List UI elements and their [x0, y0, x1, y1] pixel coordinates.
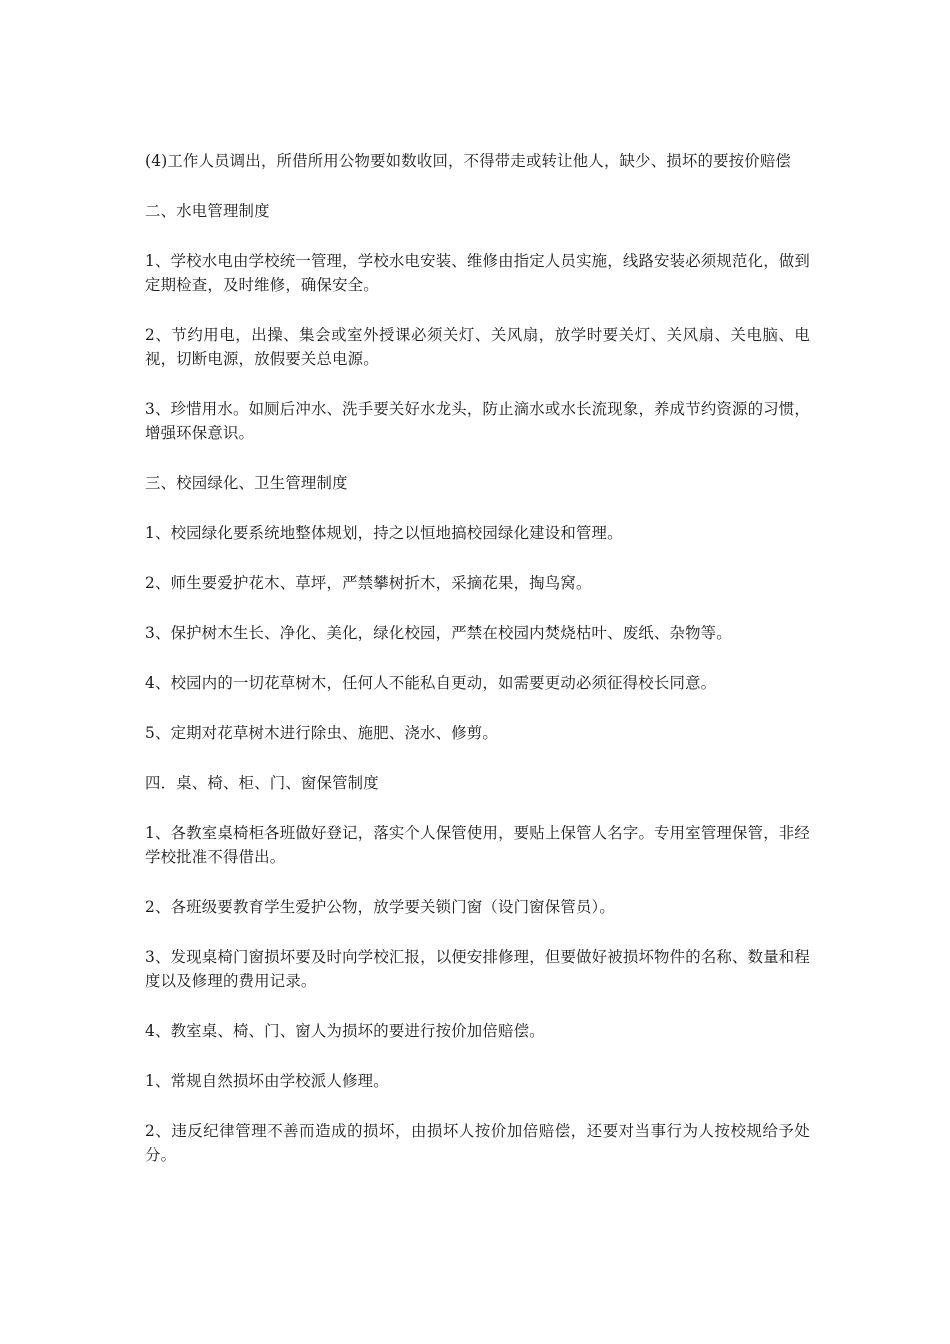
paragraph-furniture-2: 2、各班级要教育学生爱护公物，放学要关锁门窗（设门窗保管员）。 [145, 898, 616, 916]
paragraph-greening-3: 3、保护树木生长、净化、美化，绿化校园，严禁在校园内焚烧枯叶、废纸、杂物等。 [145, 624, 732, 642]
paragraph-furniture-4: 4、教室桌、椅、门、窗人为损坏的要进行按价加倍赔偿。 [145, 1022, 545, 1040]
paragraph-greening-4: 4、校园内的一切花草树木，任何人不能私自更动，如需要更动必须征得校长同意。 [145, 674, 717, 692]
paragraph-water-electricity-3: 3、珍惜用水。如厕后冲水、洗手要关好水龙头，防止滴水或水长流现象，养成节约资源的习惯，增强环保意识。 [145, 400, 810, 442]
heading-furniture-custody: 四．桌、椅、柜、门、窗保管制度 [145, 774, 379, 792]
paragraph-repair-2: 2、违反纪律管理不善而造成的损坏，由损坏人按价加倍赔偿，还要对当事行为人按校规给予处分。 [145, 1122, 810, 1164]
heading-greening-hygiene: 三、校园绿化、卫生管理制度 [145, 474, 348, 492]
document-body [145, 149, 810, 1193]
paragraph-water-electricity-1: 1、学校水电由学校统一管理，学校水电安装、维修由指定人员实施，线路安装必须规范化，做到定期检查，及时维修，确保安全。 [145, 252, 810, 294]
paragraph-greening-5: 5、定期对花草树木进行除虫、施肥、浇水、修剪。 [145, 724, 498, 742]
paragraph-repair-1: 1、常规自然损坏由学校派人修理。 [145, 1072, 389, 1090]
paragraph-furniture-1: 1、各教室桌椅柜各班做好登记，落实个人保管使用，要贴上保管人名字。专用室管理保管，非经学校批准不得借出。 [145, 824, 810, 866]
paragraph-water-electricity-2: 2、节约用电，出操、集会或室外授课必须关灯、关风扇，放学时要关灯、关风扇、关电脑、电视，切断电源，放假要关总电源。 [145, 326, 810, 368]
paragraph-asset-return: (4)工作人员调出，所借所用公物要如数收回，不得带走或转让他人，缺少、损坏的要按价赔偿 [145, 152, 792, 170]
paragraph-furniture-3: 3、发现桌椅门窗损坏要及时向学校汇报，以便安排修理，但要做好被损坏物件的名称、数量和程度以及修理的费用记录。 [145, 948, 810, 990]
heading-water-electricity: 二、水电管理制度 [145, 202, 270, 220]
paragraph-greening-1: 1、校园绿化要系统地整体规划，持之以恒地搞校园绿化建设和管理。 [145, 524, 623, 542]
paragraph-greening-2: 2、师生要爱护花木、草坪，严禁攀树折木，采摘花果，掏鸟窝。 [145, 574, 592, 592]
